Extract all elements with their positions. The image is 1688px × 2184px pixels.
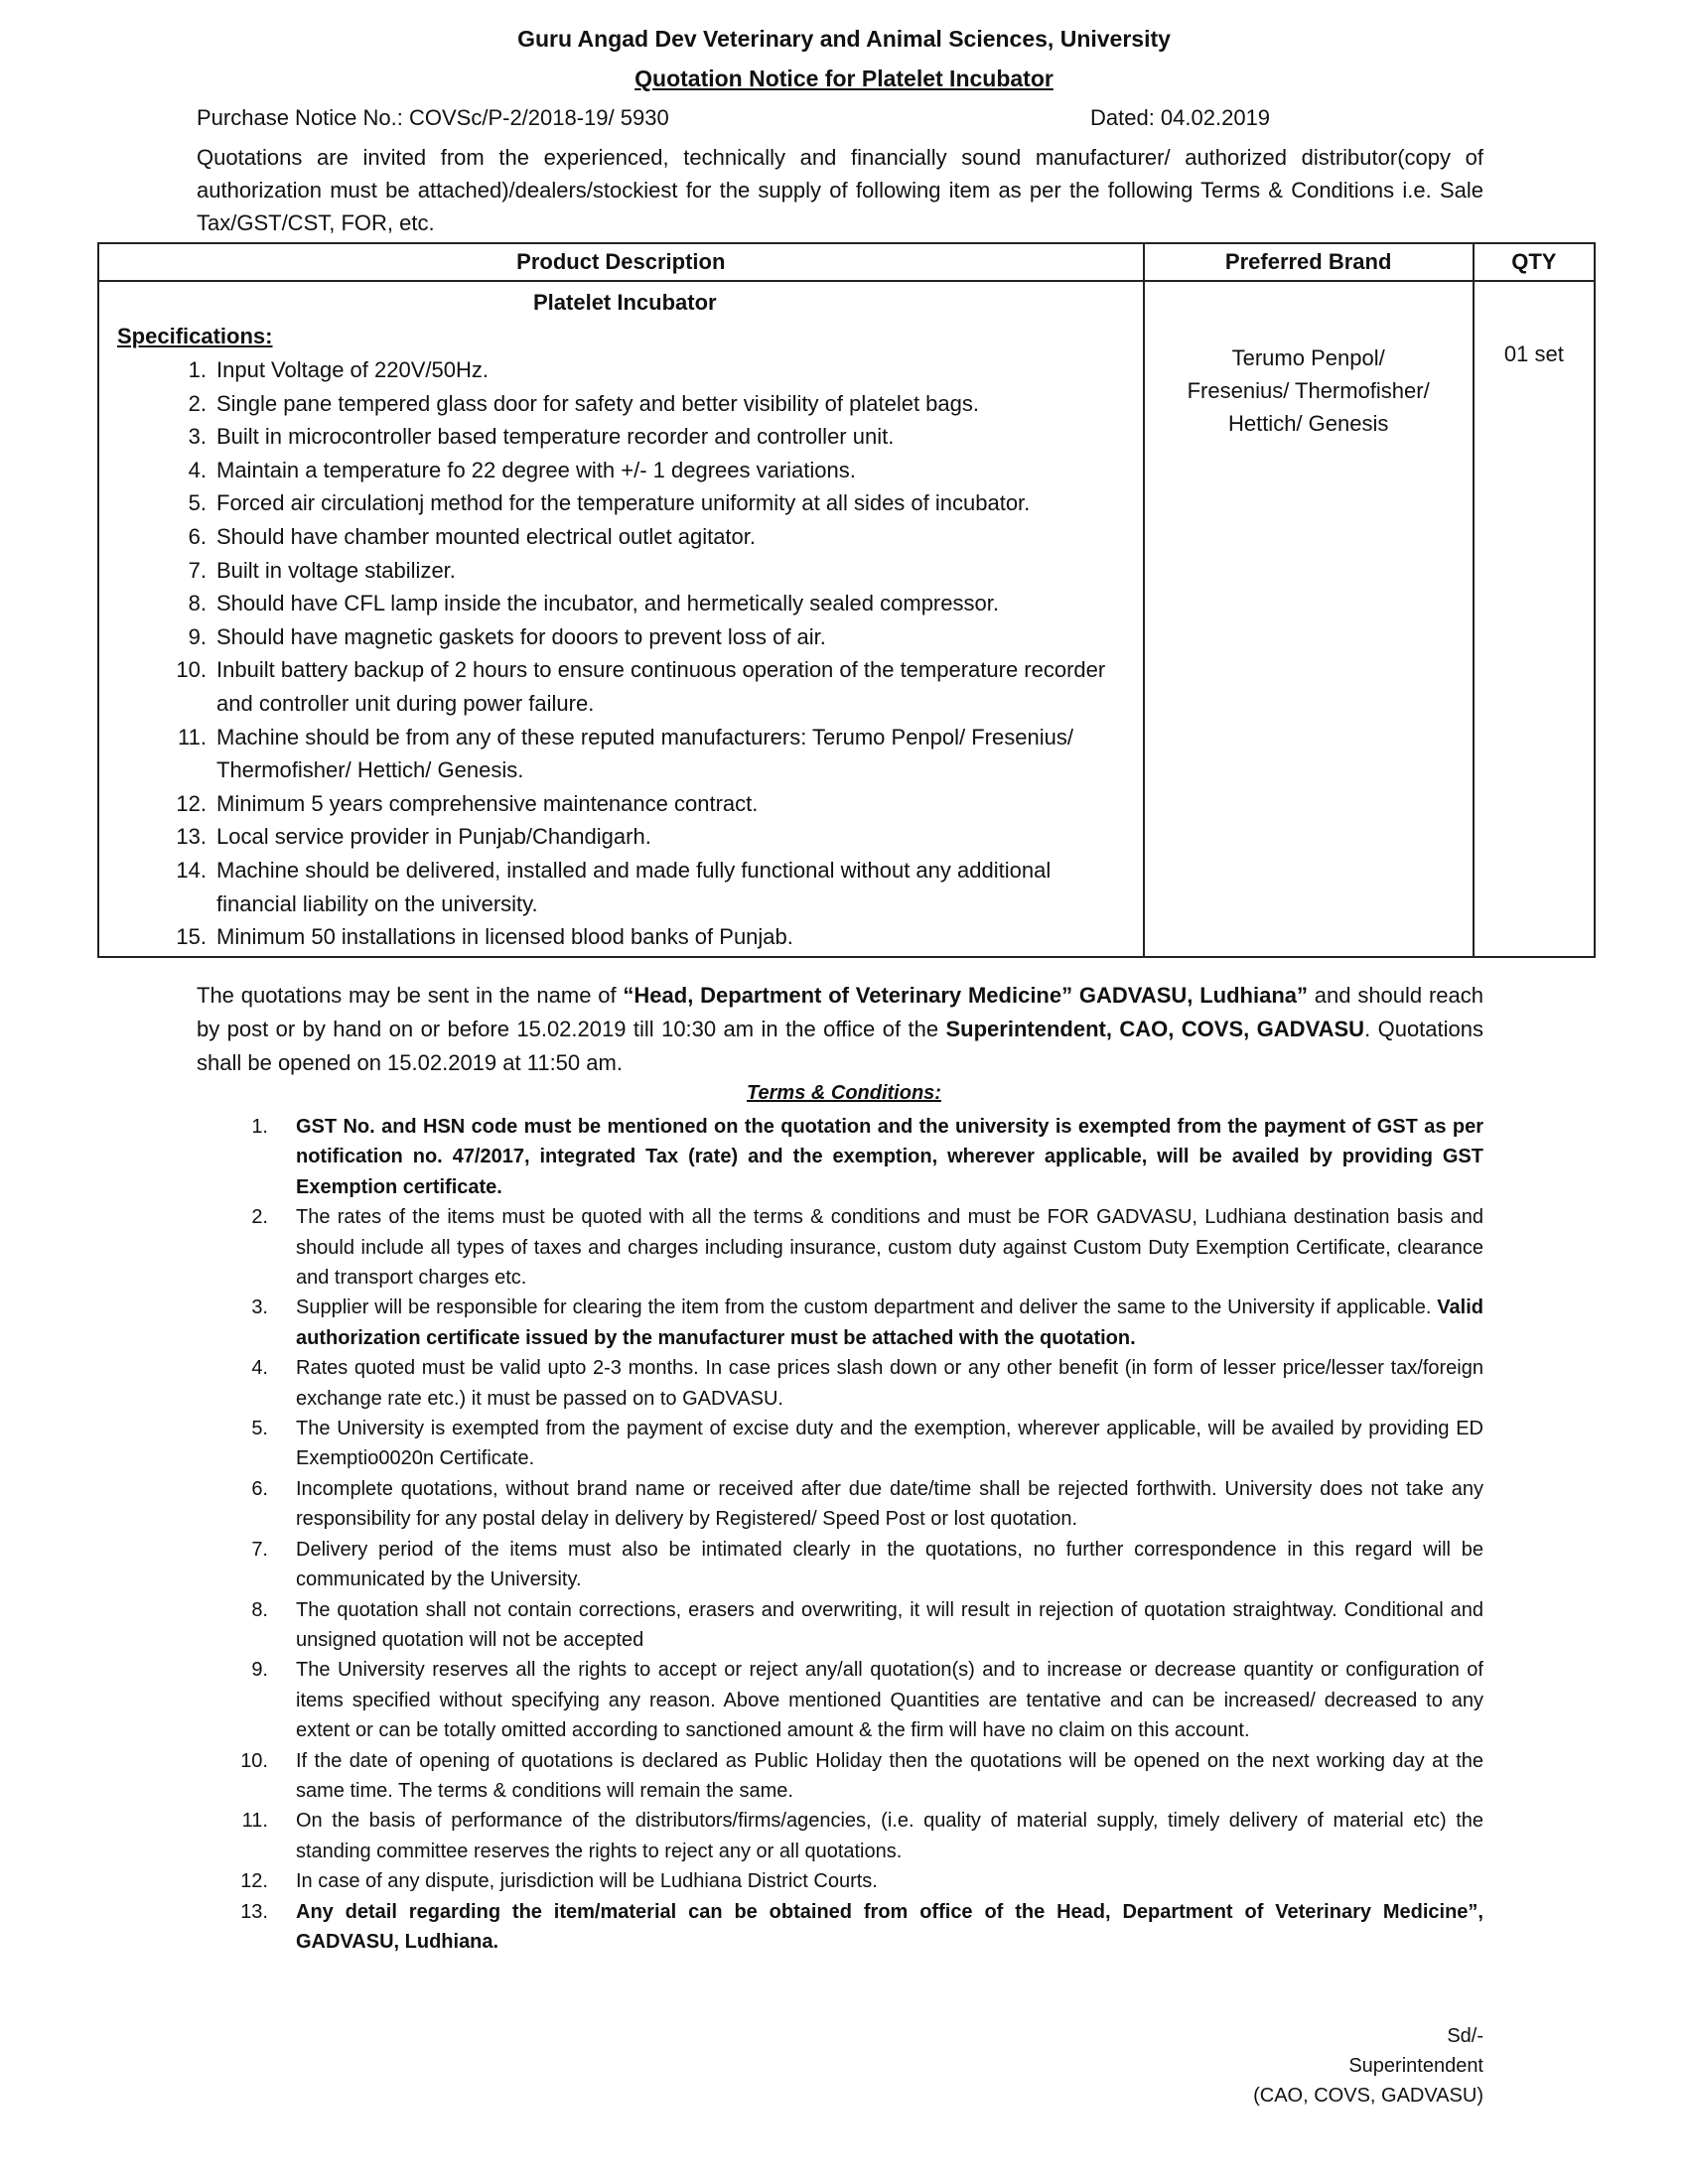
term-item xyxy=(238,1353,1483,1414)
specifications-list xyxy=(117,353,1133,954)
term-text: If the date of opening of quotations is declared as Public Holiday then the quotations will be opened on the next working day at the same time. The terms & conditions will remain the same. xyxy=(296,1749,1483,1802)
term-text: GST No. and HSN code must be mentioned on the quotation and the university is exempted from the payment of GST as per notification no. 47/2017, integrated Tax (rate) and the exemption, wherever applicable, will be availed by providing GST Exemption certificate. xyxy=(296,1116,1483,1198)
spec-text: Machine should be from any of these reputed manufacturers: Terumo Penpol/ Fresenius/ Thermofisher/ Hettich/ Genesis. xyxy=(216,724,1073,783)
submission-office: Superintendent, CAO, COVS, GADVASU xyxy=(945,1017,1365,1041)
submission-paragraph xyxy=(197,979,1483,1080)
product-table xyxy=(97,242,1596,958)
spec-number: 11. xyxy=(178,724,207,750)
term-text: Rates quoted must be valid upto 2-3 months. In case prices slash down or any other benefit (in form of lesser price/lesser tax/foreign exchange rate etc.) it must be passed on to GADVASU. xyxy=(296,1357,1483,1410)
notice-subtitle: Quotation Notice for Platelet Incubator xyxy=(634,66,1054,91)
term-number: 4. xyxy=(251,1357,268,1380)
spec-number: 4. xyxy=(188,457,207,482)
spec-number: 3. xyxy=(188,424,207,450)
spec-item xyxy=(117,554,1133,588)
term-item xyxy=(238,1746,1483,1807)
purchase-notice-number: Purchase Notice No.: COVSc/P-2/2018-19/ 5930 xyxy=(197,105,669,130)
terms-list xyxy=(238,1112,1483,1957)
spec-number: 10. xyxy=(176,657,207,683)
term-number: 1. xyxy=(251,1116,268,1138)
spec-text: Built in microcontroller based temperature recorder and controller unit. xyxy=(216,424,895,450)
spec-text: Inbuilt battery backup of 2 hours to ensure continuous operation of the temperature recorder and controller unit during power failure. xyxy=(216,657,1106,716)
term-number: 3. xyxy=(251,1297,268,1319)
spec-item xyxy=(117,454,1133,487)
term-item xyxy=(238,1595,1483,1656)
spec-text: Input Voltage of 220V/50Hz. xyxy=(216,357,489,382)
term-text: Supplier will be responsible for clearing the item from the custom department and deliver the same to the University if applicable. xyxy=(296,1297,1438,1319)
term-number: 6. xyxy=(251,1477,268,1500)
term-text: The University is exempted from the payment of excise duty and the exemption, wherever applicable, will be availed by providing ED Exemptio0020n Certificate. xyxy=(296,1418,1483,1470)
term-number: 11. xyxy=(241,1810,268,1833)
signature-title: Superintendent xyxy=(1348,2055,1483,2077)
notice-line xyxy=(197,105,1487,131)
spec-item xyxy=(117,420,1133,454)
spec-number: 2. xyxy=(188,390,207,416)
spec-number: 8. xyxy=(188,591,207,616)
header-preferred-brand: Preferred Brand xyxy=(1144,243,1474,281)
product-title: Platelet Incubator xyxy=(533,290,717,315)
submission-text: The quotations may be sent in the name of xyxy=(197,983,624,1008)
submission-text: and should reach by post or by hand on or before 15.02.2019 till 10:30 am in the office of the xyxy=(197,983,1483,1041)
intro-paragraph: Quotations are invited from the experienced, technically and financially sound manufacturer/ authorized distributor(copy of authorization must be attached)/dealers/stockiest for the supply of following item as per the following Terms & Conditions i.e. Sale Tax/GST/CST, FOR, etc. xyxy=(197,145,1483,235)
spec-item xyxy=(117,486,1133,520)
term-text: The quotation shall not contain corrections, erasers and overwriting, it will result in rejection of quotation straightway. Conditional and unsigned quotation will not be accepted xyxy=(296,1598,1483,1651)
qty-value: 01 set xyxy=(1503,341,1564,367)
spec-number: 1. xyxy=(188,357,207,382)
product-description-cell xyxy=(98,281,1144,957)
spec-text: Forced air circulationj method for the temperature uniformity at all sides of incubator. xyxy=(216,490,1031,516)
spec-item xyxy=(117,587,1133,620)
term-bold-text: Valid authorization certificate issued by the manufacturer must be attached with the quotation. xyxy=(296,1297,1483,1349)
term-number: 5. xyxy=(251,1418,268,1440)
term-text: Any detail regarding the item/material can be obtained from office of the Head, Department of Veterinary Medicine”, GADVASU, Ludhiana. xyxy=(296,1900,1483,1953)
term-text: Delivery period of the items must also be intimated clearly in the quotations, no further correspondence in this regard will be communicated by the University. xyxy=(296,1538,1483,1591)
spec-text: Local service provider in Punjab/Chandigarh. xyxy=(216,824,651,850)
term-number: 8. xyxy=(251,1598,268,1621)
term-text: Incomplete quotations, without brand name or received after due date/time shall be rejected forthwith. University does not take any responsibility for any postal delay in delivery by Registered/ Speed Post or lost quotation. xyxy=(296,1477,1483,1531)
spec-text: Minimum 5 years comprehensive maintenance contract. xyxy=(216,790,759,816)
term-number: 9. xyxy=(251,1659,268,1682)
term-item xyxy=(238,1293,1483,1353)
term-item xyxy=(238,1112,1483,1202)
spec-text: Machine should be delivered, installed and made fully functional without any additional financial liability on the university. xyxy=(216,857,1052,916)
term-number: 2. xyxy=(251,1206,268,1229)
spec-number: 13. xyxy=(176,824,207,850)
brand-line: Fresenius/ Thermofisher/ xyxy=(1187,378,1430,404)
term-item xyxy=(238,1866,1483,1896)
spec-item xyxy=(117,721,1133,787)
submission-addressee: “Head, Department of Veterinary Medicine” GADVASU, Ludhiana” xyxy=(623,983,1308,1008)
term-number: 13. xyxy=(240,1900,268,1923)
spec-text: Should have CFL lamp inside the incubator, and hermetically sealed compressor. xyxy=(216,591,999,616)
notice-date: Dated: 04.02.2019 xyxy=(1090,105,1271,130)
spec-text: Should have magnetic gaskets for dooors to prevent loss of air. xyxy=(216,623,826,649)
spec-item xyxy=(117,520,1133,554)
spec-item xyxy=(117,787,1133,821)
spec-number: 12. xyxy=(176,790,207,816)
term-text: On the basis of performance of the distributors/firms/agencies, (i.e. quality of material supply, timely delivery of material etc) the standing committee reserves the rights to reject any or all quotations. xyxy=(296,1810,1483,1862)
header-product-description: Product Description xyxy=(98,243,1144,281)
spec-item xyxy=(117,920,1133,954)
term-number: 12. xyxy=(240,1870,268,1893)
header-qty: QTY xyxy=(1474,243,1595,281)
spec-item xyxy=(117,820,1133,854)
term-item xyxy=(238,1897,1483,1958)
brand-line: Hettich/ Genesis xyxy=(1227,411,1389,437)
spec-item xyxy=(117,854,1133,920)
term-item xyxy=(238,1474,1483,1535)
spec-number: 5. xyxy=(188,490,207,516)
submission-text: . Quotations shall be opened on 15.02.2019 at 11:50 am. xyxy=(197,1017,1483,1075)
term-item xyxy=(238,1535,1483,1595)
brand-list xyxy=(1151,341,1467,440)
spec-text: Built in voltage stabilizer. xyxy=(216,557,456,583)
term-item xyxy=(238,1806,1483,1866)
brand-line: Terumo Penpol/ xyxy=(1231,345,1385,371)
term-number: 10. xyxy=(240,1749,268,1772)
spec-number: 14. xyxy=(176,857,207,883)
spec-text: Single pane tempered glass door for safety and better visibility of platelet bags. xyxy=(216,390,980,416)
term-text: The University reserves all the rights to accept or reject any/all quotation(s) and to increase or decrease quantity or configuration of items specified without specifying any reason. Above mentioned Quantities are tentative and can be increased/ decreased to any extent or can be totally omitted according to sanctioned amount & the firm will have no claim on this account. xyxy=(296,1659,1483,1742)
term-item xyxy=(238,1414,1483,1474)
term-number: 7. xyxy=(251,1538,268,1561)
university-title: Guru Angad Dev Veterinary and Animal Sciences, University xyxy=(517,26,1171,52)
spec-text: Should have chamber mounted electrical outlet agitator. xyxy=(216,523,756,549)
signature-sd: Sd/- xyxy=(1447,2025,1483,2047)
term-item xyxy=(238,1202,1483,1293)
term-text: The rates of the items must be quoted with all the terms & conditions and must be FOR GADVASU, Ludhiana destination basis and should include all types of taxes and charges including insurance, custom duty against Custom Duty Exemption Certificate, clearance and transport charges etc. xyxy=(296,1206,1483,1290)
spec-item xyxy=(117,353,1133,387)
table-row xyxy=(98,281,1595,957)
term-item xyxy=(238,1655,1483,1745)
table-header-row xyxy=(98,243,1595,281)
term-text: In case of any dispute, jurisdiction will be Ludhiana District Courts. xyxy=(296,1870,878,1893)
spec-item xyxy=(117,387,1133,421)
spec-number: 7. xyxy=(188,557,207,583)
spec-number: 15. xyxy=(176,924,207,950)
spec-number: 9. xyxy=(188,623,207,649)
qty-cell xyxy=(1474,281,1595,957)
spec-item xyxy=(117,620,1133,654)
terms-heading: Terms & Conditions: xyxy=(747,1082,941,1104)
spec-text: Minimum 50 installations in licensed blood banks of Punjab. xyxy=(216,924,793,950)
signature-block xyxy=(1253,2021,1483,2111)
spec-item xyxy=(117,653,1133,720)
spec-text: Maintain a temperature fo 22 degree with +/- 1 degrees variations. xyxy=(216,457,856,482)
preferred-brand-cell xyxy=(1144,281,1474,957)
spec-number: 6. xyxy=(188,523,207,549)
signature-office: (CAO, COVS, GADVASU) xyxy=(1253,2085,1483,2107)
specifications-heading: Specifications: xyxy=(117,324,273,348)
